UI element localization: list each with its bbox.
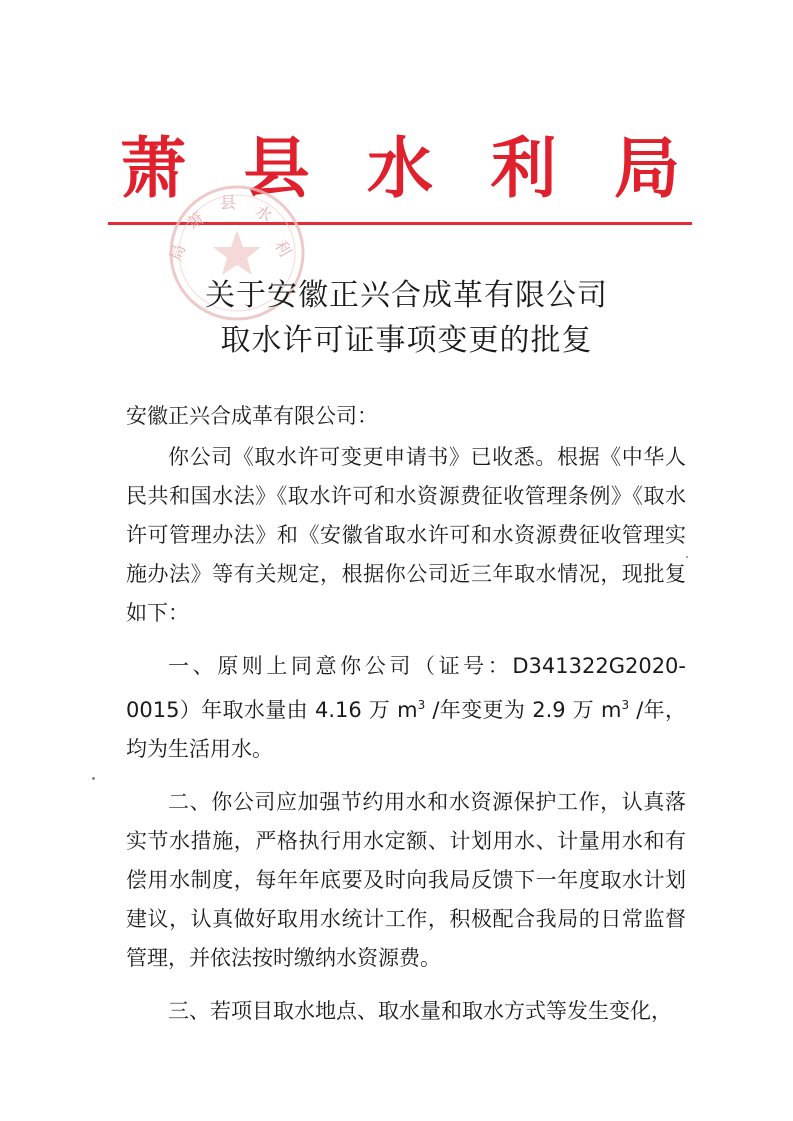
svg-text:县: 县 bbox=[220, 193, 237, 212]
svg-text:利: 利 bbox=[270, 236, 295, 260]
letterhead-char: 县 bbox=[243, 129, 310, 207]
addressee: 安徽正兴合成革有限公司： bbox=[126, 404, 378, 428]
letterhead-rule bbox=[108, 222, 692, 225]
paragraph-text: /年，均为生活用水。 bbox=[126, 698, 686, 761]
scan-speck bbox=[92, 777, 95, 780]
letterhead-title bbox=[120, 128, 680, 208]
svg-text:萧: 萧 bbox=[183, 208, 208, 234]
letterhead-char: 局 bbox=[614, 129, 680, 207]
scan-speck bbox=[686, 556, 688, 558]
paragraph-text: /年变更为 2.9 万 m bbox=[425, 698, 622, 722]
letterhead-char: 萧 bbox=[120, 129, 186, 207]
document-body bbox=[126, 438, 686, 1045]
superscript: 3 bbox=[621, 698, 630, 712]
svg-text:水: 水 bbox=[252, 201, 276, 226]
document-title-line1: 关于安徽正兴合成革有限公司 bbox=[205, 278, 608, 313]
superscript: 3 bbox=[417, 698, 426, 712]
paragraph-text: 一、原则上同意你公司（证号：D341322G2020-0015）年取水量由 4.16 万 m bbox=[126, 654, 686, 722]
paragraph: 二、你公司应加强节约用水和水资源保护工作，认真落实节水措施，严格执行用水定额、计划用水、计量用水和有偿用水制度，每年年底要及时向我局反馈下一年度取水计划建议，认真做好取用水统计工作，积极配合我局的日常监督管理，并依法按时缴纳水资源费。 bbox=[126, 790, 686, 970]
letterhead-char: 利 bbox=[490, 129, 557, 207]
document-title-line2: 取水许可证事项变更的批复 bbox=[220, 323, 593, 358]
paragraph bbox=[126, 647, 686, 769]
paragraph: 你公司《取水许可变更申请书》已收悉。根据《中华人民共和国水法》《取水许可和水资源费征收管理条例》《取水许可管理办法》和《安徽省取水许可和水资源费征收管理实施办法》等有关规定，根据你公司近三年取水情况，现批复如下： bbox=[126, 445, 686, 625]
letterhead-char: 水 bbox=[367, 129, 433, 207]
paragraph: 三、若项目取水地点、取水量和取水方式等发生变化， bbox=[168, 999, 672, 1023]
svg-text:局: 局 bbox=[165, 241, 190, 264]
